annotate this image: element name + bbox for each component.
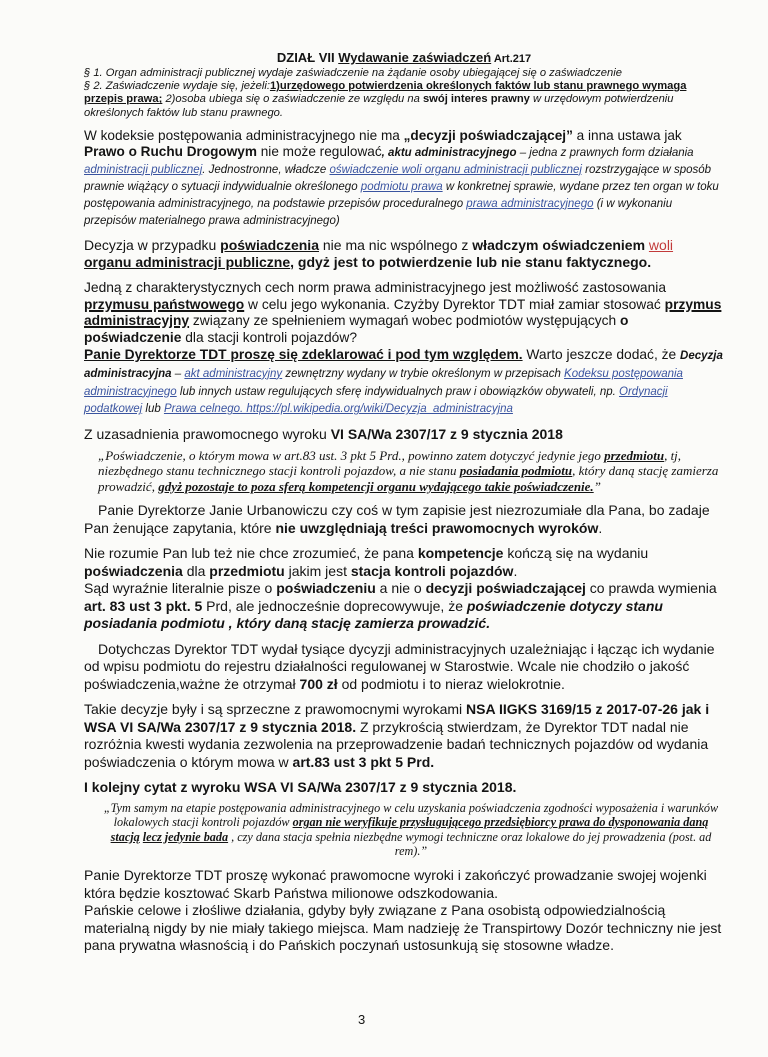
kompetencje-f: przedmiotu <box>209 562 285 579</box>
przymus-m: zewnętrzny wydany w trybie określonym w przepisach <box>282 367 565 380</box>
decyzja-b: poświadczenia <box>220 236 319 253</box>
uzasadnienie-b: VI SA/Wa 2307/17 z 9 stycznia 2018 <box>330 426 563 443</box>
przymus-b: przymusu państwowego <box>84 296 245 312</box>
kompetencje-h: stacja kontroli pojazdów <box>350 562 514 579</box>
link-woli[interactable]: woli <box>648 236 674 253</box>
link-kpa[interactable]: Kodeksu postępowania administracyjnego <box>84 367 683 398</box>
paragraph-kompetencje <box>84 545 724 633</box>
link-wikipedia[interactable]: . https://pl.wikipedia.org/wiki/Decyzja_administracyjna <box>240 403 513 416</box>
link-prawa-administracyjnego[interactable]: prawa administracyjnego <box>466 197 594 210</box>
kpa-b: „decyzji poświadczającej” <box>403 127 573 143</box>
kompetencje-a: Nie rozumie Pan lub też nie chce zrozumieć, że pana <box>84 545 418 562</box>
kompetencje-m: decyzji poświadczającej <box>425 580 586 597</box>
quote1-a: „Poświadczenie, o którym mowa w art.83 ust. 3 pkt 5 Prd., powinno zatem dotyczyć jedynie jego <box>98 447 605 463</box>
kompetencje-n: co prawda wymienia <box>585 580 717 597</box>
quote1-b: przedmiotu <box>604 447 665 463</box>
art217-par2-intro: § 2. Zaświadczenie wydaje się, jeżeli: <box>84 80 270 93</box>
paragraph-dotychczas <box>84 641 724 694</box>
heading-prefix: DZIAŁ VII <box>276 50 339 65</box>
link-oswiadczenie-woli[interactable]: oświadczenie woli organu administracji publicznej <box>329 163 582 176</box>
paragraph-kpa <box>84 128 724 229</box>
quote-wyrok-2 <box>84 801 724 859</box>
page-number: 3 <box>358 1012 366 1027</box>
przymus-g: dla stacji kontroli pojazdów? <box>181 330 357 346</box>
art217-par2 <box>84 80 724 120</box>
quote2-a: „Tym samym na etapie postępowania administracyjnego w celu uzyskania poświadczenia zgodności wyposażenia i warunków lokalowych stacji kontroli pojazdów <box>103 800 719 830</box>
paragraph-przymus <box>84 280 724 418</box>
uzasadnienie-a: Z uzasadnienia prawomocnego wyroku <box>84 426 331 443</box>
urbanowicz-a: Panie Dyrektorze Janie Urbanowiczu czy coś w tym zapisie jest niezrozumiałe dla Pana, bo zadaje Pan żenujące zapytania, które <box>84 502 710 536</box>
przymus-e: związany ze spełnieniem wymagań wobec podmiotów występujących <box>189 313 621 329</box>
sprzeczne-a: Takie decyzje były i są sprzeczne z prawomocnymi wyrokami <box>84 701 467 718</box>
sprzeczne-d: art.83 ust 3 pkt 5 Prd. <box>292 753 435 770</box>
kpa-f: , aktu administracyjnego <box>381 146 517 159</box>
zakonczenie-b: Pańskie celowe i złośliwe działania, gdyby były związane z Pana osobistą odpowiedzialnością materialną nigdy by nie miały takiego miejsca. Mam nadzieję że Transpirtowy Dozór techniczny nie jest pana prywatna własnością i do Pańskich poczynań ustosunkują się stosowne władze. <box>84 902 722 954</box>
link-administracji[interactable]: administracji publicznej <box>84 163 203 176</box>
link-akt-administracyjny[interactable]: akt administracyjny <box>184 367 283 380</box>
art217-point1: 1)urzędowego potwierdzenia określonych faktów lub stanu prawnego wymaga przepis prawa; <box>84 80 687 106</box>
przymus-h: Panie Dyrektorze TDT proszę się zdeklarować i pod tym względem. <box>84 347 523 362</box>
art217-point2: 2)osoba ubiega się o zaświadczenie ze względu na <box>162 93 423 106</box>
art217-par1: § 1. Organ administracji publicznej wydaje zaświadczenie na żądanie osoby ubiegającej się o zaświadczenie <box>84 67 622 79</box>
paragraph-zakonczenie <box>84 867 724 955</box>
quote1-c: , tj, niezbędnego stanu technicznego stacji kontroli pojazdow, a nie stanu <box>98 447 682 479</box>
link-ordynacja[interactable]: Ordynacji podatkowej <box>84 385 668 416</box>
heading-title: Wydawanie zaświadczeń <box>338 50 492 65</box>
link-prawa-celnego[interactable]: Prawa celnego <box>163 403 241 416</box>
urbanowicz-b: nie uwzględniają treści prawomocnych wyroków <box>275 519 599 536</box>
decyzja-f: organu administracji publiczne <box>84 254 291 271</box>
decyzja-d: władczym oświadczeniem <box>472 236 646 253</box>
document-page <box>84 50 724 955</box>
interes-prawny: swój interes prawny <box>422 93 530 106</box>
paragraph-decyzja <box>84 237 724 272</box>
przymus-k: – <box>171 367 185 380</box>
przymus-d: przymus administracyjny <box>84 296 722 329</box>
kpa-c: a inna ustawa jak <box>572 127 682 143</box>
dotychczas-a: Dotychczas Dyrektor TDT wydał tysiące dycyzji administracyjnych uzależniając i łącząc ich wydanie od wpisu podmiotu do rejestru działalności regulowanej w Starostwie. Wcale nie chodziło o jakość poświadczenia,ważne że otrzymał <box>84 640 715 692</box>
link-podmiotu-prawa[interactable]: podmiotu prawa <box>360 180 443 193</box>
kompetencje-c: kończą się na wydaniu <box>503 545 649 562</box>
kompetencje-l: a nie o <box>375 580 426 597</box>
quote2-d: lecz jedynie bada <box>142 829 229 844</box>
kompetencje-j: Sąd wyraźnie literalnie pisze o <box>84 580 277 597</box>
urbanowicz-c: . <box>598 519 603 536</box>
kpa-m: w konkretnej sprawie, wydane przez ten organ w toku postępowania administracyjnego, na podstawie przepisów proceduralnego <box>84 180 719 210</box>
kompetencje-b: kompetencje <box>417 545 504 562</box>
section-heading <box>84 50 724 65</box>
kompetencje-e: dla <box>182 562 210 579</box>
przymus-o: lub innych ustaw regulujących sferę indywidualnych praw i obowiązków obywateli, np. <box>176 385 620 398</box>
paragraph-kolejny-cytat: I kolejny cytat z wyroku WSA VI SA/Wa 2307/17 z 9 stycznia 2018. <box>84 779 517 796</box>
decyzja-a: Decyzja w przypadku <box>84 236 221 253</box>
kpa-i: . Jednostronne, władcze <box>202 163 330 176</box>
kpa-e: nie może regulować <box>256 143 382 159</box>
decyzja-c: nie ma nic wspólnego z <box>318 236 473 253</box>
kompetencje-q: poświadczenie dotyczy stanu posiadania podmiotu , który daną stację zamierza prowadzić. <box>84 597 663 632</box>
kpa-k: rozstrzygające w sposób prawnie wiążący o sytuacji indywidualnie określonego <box>84 163 712 193</box>
quote1-e: , który daną stację zamierza prowadzić, <box>98 463 719 494</box>
kompetencje-o: art. 83 ust 3 pkt. 5 <box>84 597 203 614</box>
kompetencje-d: poświadczenia <box>84 562 183 579</box>
przymus-c: w celu jego wykonania. Czyżby Dyrektor TDT miał zamiar stosować <box>244 296 665 312</box>
decyzja-g: , gdyż jest to potwierdzenie lub nie stanu faktycznego. <box>290 254 652 271</box>
przymus-j: Decyzja administracyjna <box>84 350 723 380</box>
quote-wyrok-1 <box>84 448 724 495</box>
sprzeczne-c: Z przykrością stwierdzam, że Dyrektor TDT nadal nie rozróżnia kwesti wydania zezwolenia na przeprowadzenie badań technicznych pojazdów od wydania poświadczenia o którym mowa w <box>84 718 709 770</box>
quote2-e: , czy dana stacja spełnia niezbędne wymogi techniczne oraz lokalowe do jej prowadzenia (post. ad rem).” <box>228 829 712 859</box>
kpa-g: – jedna z prawnych form działania <box>516 146 694 159</box>
dotychczas-c: od podmiotu i to nieraz wielokrotnie. <box>337 675 565 692</box>
zakonczenie-a: Panie Dyrektorze TDT proszę wykonać prawomocne wyroki i zakończyć prowadzanie swojej wojenki która będzie kosztować Skarb Państwa milionowe odszkodowania. <box>84 867 707 901</box>
paragraph-urbanowicz <box>84 502 724 537</box>
quote1-d: posiadania podmiotu <box>459 463 573 479</box>
przymus-q: lub <box>142 403 164 416</box>
quote2-b: organ nie weryfikuje przysługującego przedsiębiorcy prawa do dysponowania daną stacją <box>110 815 709 844</box>
paragraph-sprzeczne <box>84 701 724 771</box>
kpa-o: (i w wykonaniu przepisów materialnego prawa administracyjnego) <box>84 197 673 227</box>
heading-article: Art.217 <box>491 53 532 65</box>
przymus-f: o poświadczenie <box>84 313 629 346</box>
kompetencje-i: . <box>513 562 518 579</box>
kompetencje-k: poświadczeniu <box>276 580 376 597</box>
kompetencje-g: jakim jest <box>284 562 351 579</box>
przymus-a: Jedną z charakterystycznych cech norm prawa administracyjnego jest możliwość zastosowania <box>84 279 667 295</box>
przymus-i: Warto jeszcze dodać, że <box>522 347 681 362</box>
kpa-d: Prawo o Ruchu Drogowym <box>84 143 257 159</box>
kompetencje-p: Prd, ale jednocześnie doprecowywuje, że <box>202 597 467 614</box>
paragraph-art217 <box>84 67 724 120</box>
quote1-g: ” <box>593 478 601 494</box>
paragraph-uzasadnienie <box>84 426 724 444</box>
sprzeczne-b: NSA IIGKS 3169/15 z 2017-07-26 jak i WSA VI SA/Wa 2307/17 z 9 stycznia 2018. <box>84 701 710 735</box>
dotychczas-b: 700 zł <box>299 675 338 692</box>
kpa-a: W kodeksie postępowania administracyjnego nie ma <box>84 127 404 143</box>
quote1-f: gdyż pozostaje to poza sferą kompetencji organu wydającego takie poświadczenie. <box>158 478 594 494</box>
art217-point2-end: w urzędowym potwierdzeniu określonych faktów lub stanu prawnego. <box>84 93 674 119</box>
